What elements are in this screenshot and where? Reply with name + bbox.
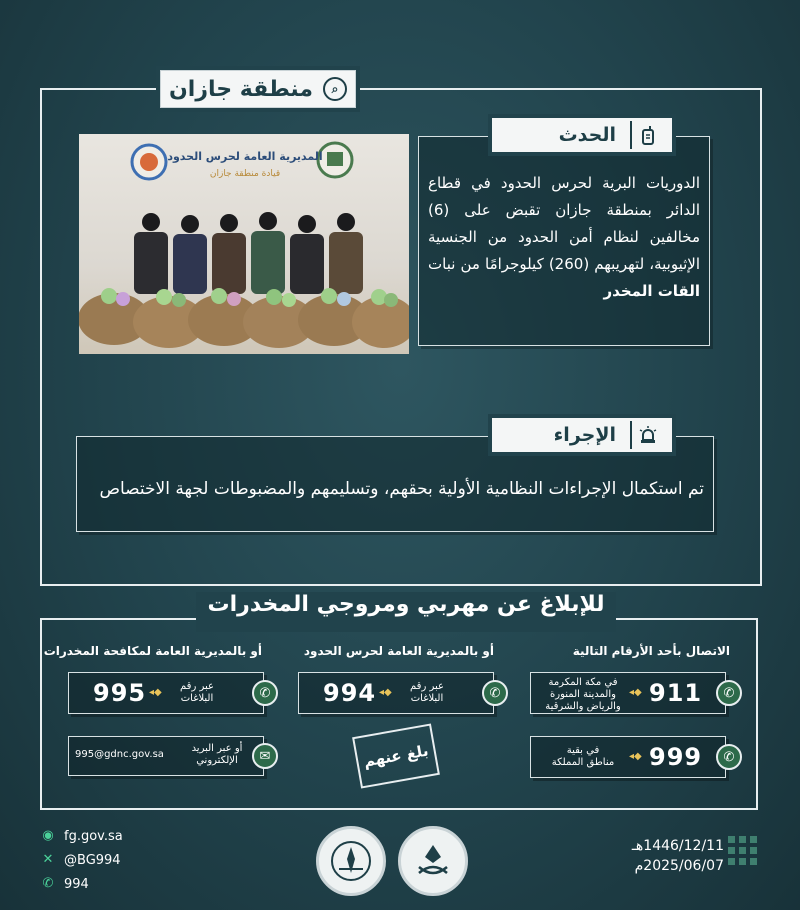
email-desc1: أو عبر البريد — [191, 743, 243, 754]
calendar-icon — [726, 834, 760, 872]
map-search-icon: ⌕ — [323, 77, 347, 101]
n911-desc — [539, 677, 627, 713]
n994-desc2: البلاغات — [410, 693, 444, 704]
col1-head: الاتصال بأحد الأرقام التالية — [572, 644, 730, 658]
n994-number: 994 — [323, 679, 377, 707]
procedure-title: الإجراء — [553, 424, 616, 446]
procedure-tab — [492, 418, 672, 452]
siren-icon — [630, 421, 658, 449]
event-text-main: الدوريات البرية لحرس الحدود في قطاع الدائر بمنطقة جازان تقبض على (6) مخالفين لنظام أمن الحدود من الجنسية الإثيوبية، لتهريبهم (260) كيلوجرامًا من نبات — [428, 174, 700, 273]
event-title: الحدث — [558, 124, 616, 146]
number-911-card — [530, 672, 726, 714]
arrow-icon: ◆◂ — [379, 687, 392, 698]
footer-website — [40, 828, 123, 844]
procedure-text: تم استكمال الإجراءات النظامية الأولية بحقهم، وتسليمهم والمضبوطات لجهة الاختصاص — [99, 479, 704, 499]
mail-icon: ✉ — [252, 743, 278, 769]
seizure-photo-illustration — [79, 134, 409, 354]
border-guard-emblem-svg — [411, 839, 455, 883]
number-999-card — [530, 736, 726, 778]
arrow-icon: ◆◂ — [149, 687, 162, 698]
n995-number: 995 — [93, 679, 147, 707]
region-title: منطقة جازان — [169, 76, 313, 102]
globe-icon: ◉ — [42, 828, 54, 843]
report-title: للإبلاغ عن مهربي ومروجي المخدرات — [196, 592, 616, 632]
col2-head: أو بالمديرية العامة لحرس الحدود — [303, 644, 494, 658]
col3-head: أو بالمديرية العامة لمكافحة المخدرات — [43, 644, 262, 658]
ministry-emblem — [316, 826, 386, 896]
report-stamp: بلغ عنهم — [352, 723, 440, 788]
photo-header-line2: قيادة منطقة جازان — [209, 169, 281, 179]
n911-desc1: في مكة المكرمة — [548, 677, 618, 688]
n994-desc1: عبر رقم — [410, 681, 444, 692]
radio-icon — [630, 121, 658, 149]
n995-desc2: البلاغات — [180, 693, 214, 704]
footer-x — [40, 852, 121, 868]
website-link[interactable]: fg.gov.sa — [64, 828, 123, 844]
n911-desc2: والمدينة المنورة — [550, 689, 616, 700]
footer-phone — [40, 876, 89, 892]
ministry-emblem-svg — [329, 839, 373, 883]
n995-desc1: عبر رقم — [180, 681, 214, 692]
sacks-group — [79, 288, 409, 348]
detainees-group — [134, 212, 363, 294]
footer-phone-number[interactable]: 994 — [64, 876, 89, 892]
photo-header-line1: المديرية العامة لحرس الحدود — [167, 150, 323, 163]
border-guard-logo-center — [140, 153, 158, 171]
date-hijri: 1446/12/11هـ — [631, 838, 724, 854]
email-card — [68, 736, 264, 776]
event-text — [428, 170, 700, 305]
email-desc — [177, 743, 257, 767]
email-desc2: الإلكتروني — [196, 755, 238, 766]
region-title-badge — [160, 70, 356, 108]
x-handle-link[interactable]: @BG994 — [64, 852, 121, 868]
date-gregorian: 2025/06/07م — [634, 858, 724, 874]
arrow-icon: ◆◂ — [629, 687, 642, 698]
n999-number: 999 — [649, 743, 703, 771]
n999-desc1: في بقية — [566, 745, 600, 756]
phone-icon: ✆ — [42, 876, 54, 891]
calendar-icon-svg — [726, 834, 760, 868]
number-995-card — [68, 672, 264, 714]
n995-desc — [165, 681, 229, 705]
event-text-bold: القات المخدر — [603, 282, 700, 300]
ministry-logo-center — [327, 152, 343, 166]
event-tab — [492, 118, 672, 152]
n911-desc3: والرياض والشرقية — [545, 701, 621, 712]
radio-icon-svg — [641, 125, 655, 145]
n911-number: 911 — [649, 679, 703, 707]
n999-desc — [539, 745, 627, 769]
siren-icon-svg — [638, 425, 658, 445]
border-guard-emblem — [398, 826, 468, 896]
email-address[interactable]: 995@gdnc.gov.sa — [75, 749, 164, 760]
phone-icon: ✆ — [252, 680, 278, 706]
number-994-card — [298, 672, 494, 714]
phone-icon: ✆ — [716, 744, 742, 770]
arrow-icon: ◆◂ — [629, 751, 642, 762]
phone-icon: ✆ — [716, 680, 742, 706]
x-icon: ✕ — [42, 852, 54, 867]
phone-icon: ✆ — [482, 680, 508, 706]
seizure-photo — [79, 134, 409, 354]
n994-desc — [395, 681, 459, 705]
n999-desc2: مناطق المملكة — [551, 757, 615, 768]
